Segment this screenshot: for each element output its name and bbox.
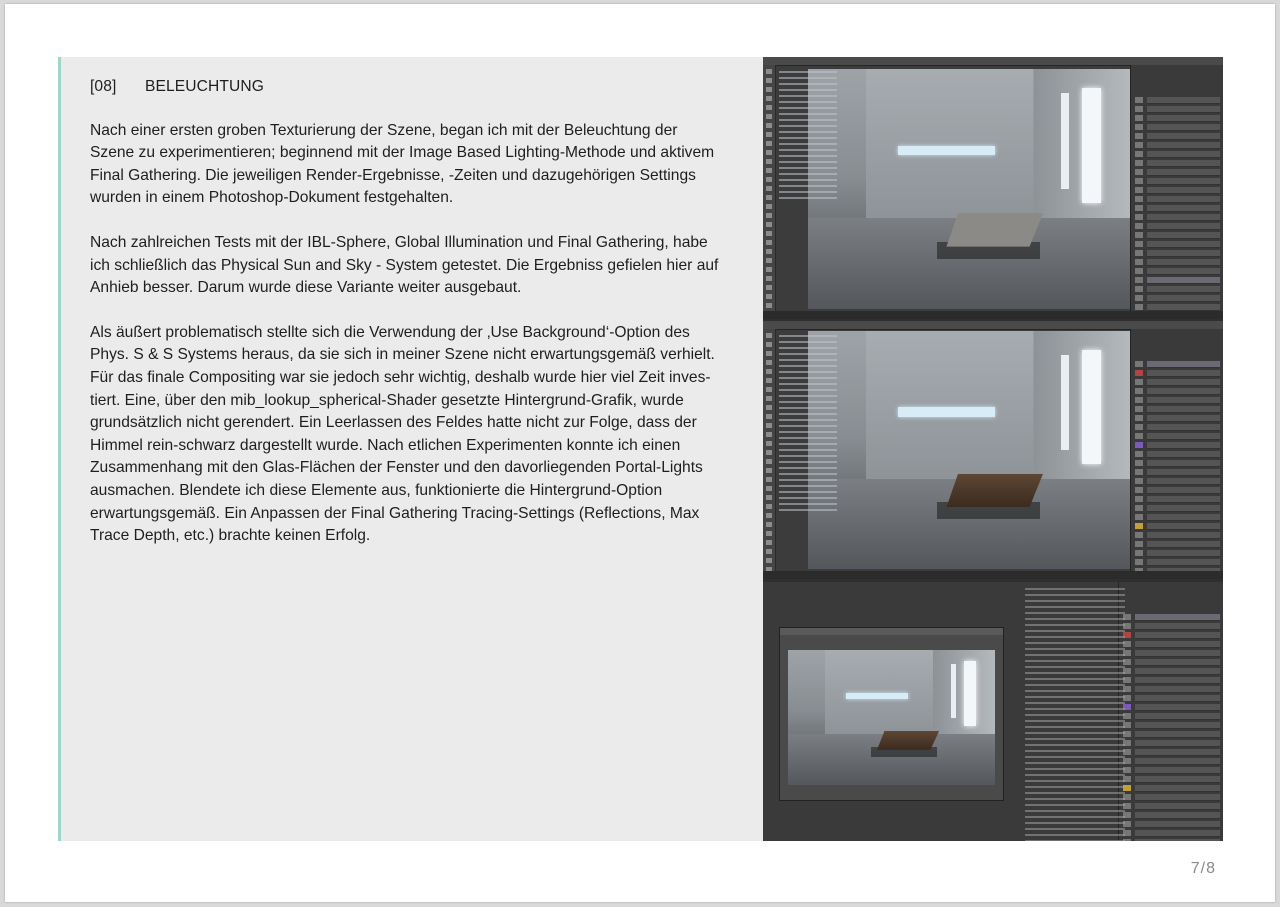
screenshot-1 xyxy=(763,57,1223,319)
paragraph-line: Trace Depth, etc.) brachte keinen Erfolg. xyxy=(90,527,371,545)
render-image xyxy=(808,69,1130,309)
screenshot-3 xyxy=(763,582,1223,841)
coffee-table xyxy=(877,731,939,750)
section-title: BELEUCHTUNG xyxy=(145,78,264,95)
paragraph-line: Zusammenhang mit den Glas-Flächen der Fenster und den davorliegenden Portal-Lights xyxy=(90,459,703,477)
paragraph-line: Für das finale Compositing war sie jedoch sehr wichtig, deshalb wurde hier viel Zeit inves- xyxy=(90,368,711,386)
paragraph-line: Himmel rein-schwarz dargestellt wurde. Nach etlichen Experimenten konnte ich einen xyxy=(90,436,681,454)
screenshot-column xyxy=(763,57,1223,841)
section-number: [08] xyxy=(90,78,117,95)
paragraph-line: Als äußert problematisch stellte sich die Verwendung der ‚Use Background‘-Option des xyxy=(90,323,690,341)
paragraph-line: Szene zu experimentieren; beginnend mit der Image Based Lighting-Methode und aktivem xyxy=(90,144,715,162)
paragraph-line: Anhieb besser. Darum wurde diese Variante weiter ausgebaut. xyxy=(90,279,522,297)
paragraph-line: Nach einer ersten groben Texturierung der Szene, began ich mit der Beleuchtung der xyxy=(90,121,678,139)
paragraph-line: ausmachen. Blendete ich diese Elemente aus, funktionierte die Hintergrund-Option xyxy=(90,481,663,499)
paragraph-line: erwartungsgemäß. Ein Anpassen der Final Gathering Tracing-Settings (Reflections, Max xyxy=(90,504,700,522)
coffee-table xyxy=(946,474,1043,507)
paragraph-line: ich schließlich das Physical Sun and Sky - System getestet. Die Ergebniss gefielen hier auf xyxy=(90,256,719,274)
text-column xyxy=(90,76,740,570)
paragraph-line: Phys. S & S Systems heraus, da sie sich in meiner Szene nicht erwartungsgemäß verhielt. xyxy=(90,346,715,364)
paragraph-line: grundsätzlich nicht gerendert. Ein Leerlassen des Feldes hatte nicht zur Folge, dass der xyxy=(90,414,697,432)
section-heading xyxy=(90,76,740,99)
paragraphs xyxy=(90,120,740,548)
page-number: 7/8 xyxy=(1190,860,1216,877)
render-image xyxy=(788,650,995,785)
coffee-table xyxy=(946,213,1043,247)
settings-text xyxy=(1025,584,1125,841)
page xyxy=(5,4,1275,902)
paragraph-line: Final Gathering. Die jeweiligen Render-Ergebnisse, -Zeiten und dazugehörigen Settings xyxy=(90,166,696,184)
paragraph-line: tiert. Eine, über den mib_lookup_spherical-Shader gesetzte Hintergrund-Grafik, wurde xyxy=(90,391,684,409)
screenshot-2 xyxy=(763,321,1223,579)
paragraph xyxy=(90,120,740,210)
render-image xyxy=(808,331,1130,569)
paragraph xyxy=(90,232,740,300)
paragraph-line: Nach zahlreichen Tests mit der IBL-Sphere, Global Illumination und Final Gathering, habe xyxy=(90,233,708,251)
content-panel xyxy=(58,57,1165,841)
render-view-window xyxy=(779,627,1004,801)
paragraph xyxy=(90,322,740,548)
paragraph-line: wurden in einem Photoshop-Dokument festgehalten. xyxy=(90,189,454,207)
